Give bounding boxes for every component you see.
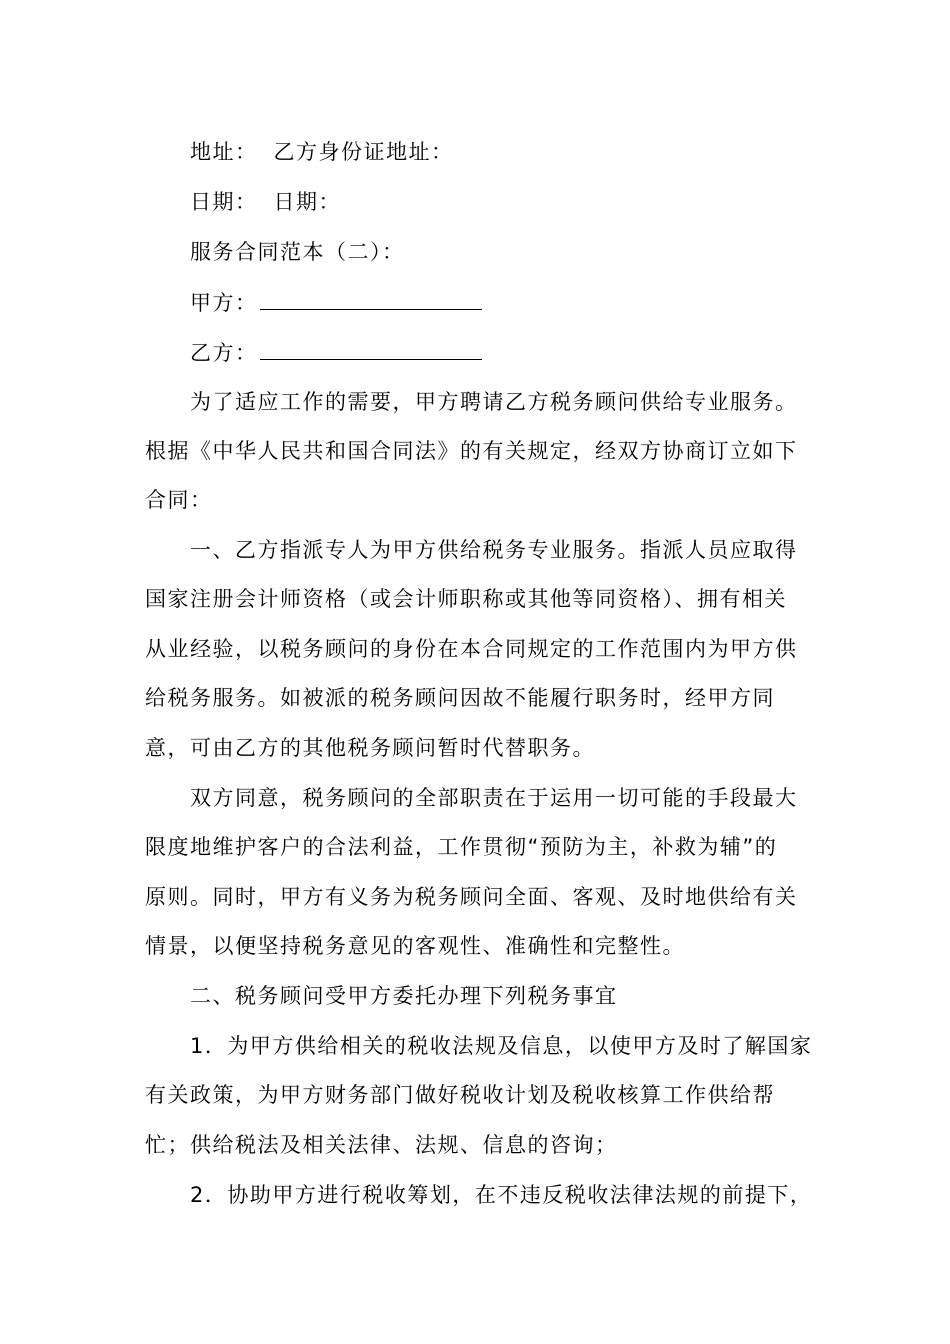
address-line: [190, 137, 830, 167]
party-a-line: [190, 287, 830, 318]
paragraph-line: 根据《中华人民共和国合同法》的有关规定，经双方协商订立如下: [145, 439, 798, 463]
paragraph-line: 给税务服务。如被派的税务顾问因故不能履行职务时，经甲方同: [145, 686, 775, 710]
paragraph-line: 限度地维护客户的合法利益，工作贯彻“预防为主，补救为辅”的: [145, 835, 778, 859]
paragraph-line: 合同：: [145, 488, 213, 512]
paragraph-line: 情景，以便坚持税务意见的客观性、准确性和完整性。: [145, 934, 685, 958]
paragraph-line: 从业经验，以税务顾问的身份在本合同规定的工作范围内为甲方供: [145, 637, 798, 661]
party-b-label: 乙方：: [190, 341, 258, 365]
paragraph-line: 有关政策，为甲方财务部门做好税收计划及税收核算工作供给帮: [145, 1083, 775, 1107]
date-label-b: 日期：: [273, 190, 341, 214]
paragraph-line: 原则。同时，甲方有义务为税务顾问全面、客观、及时地供给有关: [145, 885, 798, 909]
date-line: [190, 187, 830, 217]
date-label-a: 日期：: [190, 190, 258, 214]
paragraph-line: 一、乙方指派专人为甲方供给税务专业服务。指派人员应取得: [190, 538, 798, 562]
paragraph-line: 忙；供给税法及相关法律、法规、信息的咨询；: [145, 1133, 618, 1157]
party-b-line: [190, 337, 830, 368]
section-heading: 二、税务顾问受甲方委托办理下列税务事宜: [190, 984, 618, 1008]
section-title: 服务合同范本（二）：: [190, 240, 405, 264]
party-b-blank: [260, 337, 482, 360]
paragraph-line: 1．为甲方供给相关的税收法规及信息，以使甲方及时了解国家: [190, 1034, 813, 1058]
party-a-blank: [260, 287, 482, 310]
paragraph-line: 2．协助甲方进行税收筹划，在不违反税收法律法规的前提下，: [190, 1183, 813, 1207]
paragraph-line: 双方同意，税务顾问的全部职责在于运用一切可能的手段最大: [190, 786, 798, 810]
paragraph-line: 意，可由乙方的其他税务顾问暂时代替职务。: [145, 736, 595, 760]
paragraph-line: 国家注册会计师资格（或会计师职称或其他等同资格）、拥有相关: [145, 587, 787, 611]
paragraph-line: 为了适应工作的需要，甲方聘请乙方税务顾问供给专业服务。: [190, 390, 798, 414]
address-label: 地址：: [190, 140, 258, 164]
party-a-label: 甲方：: [190, 291, 258, 315]
party-b-id-address-label: 乙方身份证地址：: [273, 140, 454, 164]
